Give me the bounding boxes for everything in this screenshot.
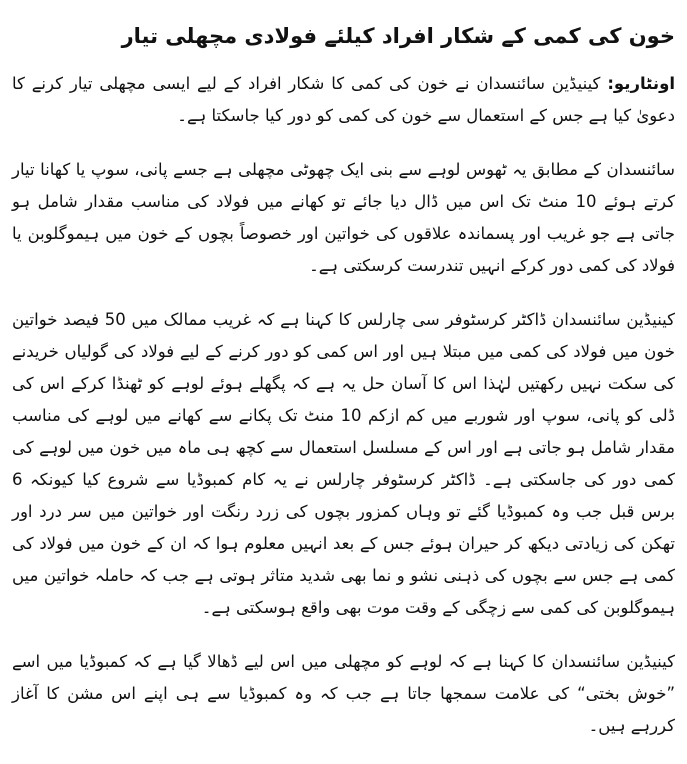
article-paragraph-text: کینیڈین سائنسدان نے خون کی کمی کا شکار افراد کے لیے ایسی مچھلی تیار کرنے کا دعویٰ کیا ہے جس کے استعمال سے خون کی کمی کو دور کیا جاسکتا ہے۔	[12, 74, 675, 125]
article-dateline: اونٹاریو:	[607, 74, 675, 93]
article-paragraph-1	[12, 68, 675, 132]
article-paragraph-3: کینیڈین سائنسدان ڈاکٹر کرسٹوفر سی چارلس کا کہنا ہے کہ غریب ممالک میں 50 فیصد خواتین خون میں فولاد کی کمی میں مبتلا ہیں اور اس کمی کو دور کرنے کے لیے فولاد کی گولیاں خریدنے کی سکت نہیں رکھتیں لہٰذا اس کا آسان حل یہ ہے کہ پگھلے ہوئے لوہے کو ٹھنڈا کرکے اس کی ڈلی کو پانی، سوپ اور شوربے میں کم ازکم 10 منٹ تک پکانے سے کھانے میں لوہے کی مناسب مقدار شامل ہو جاتی ہے اور اس کے مسلسل استعمال سے کچھ ہی ماہ میں خون میں لوہے کی کمی دور کی جاسکتی ہے۔ ڈاکٹر کرسٹوفر چارلس نے یہ کام کمبوڈیا سے شروع کیا کیونکہ 6 برس قبل جب وہ کمبوڈیا گئے تو وہاں کمزور بچوں کی زرد رنگت اور خواتین میں سر درد اور تھکن کی زیادتی دیکھ کر حیران ہوئے جس کے بعد انہیں معلوم ہوا کہ ان کے خون میں فولاد کی کمی ہے جس سے بچوں کی ذہنی نشو و نما بھی شدید متاثر ہوتی ہے جب کہ حاملہ خواتین میں ہیموگلوبن کی کمی سے زچگی کے وقت موت بھی واقع ہوسکتی ہے۔	[12, 310, 676, 617]
news-article	[12, 22, 675, 764]
article-headline: خون کی کمی کے شکار افراد کیلئے فولادی مچھلی تیار	[121, 24, 675, 48]
article-paragraph-4: کینیڈین سائنسدان کا کہنا ہے کہ لوہے کو مچھلی میں اس لیے ڈھالا گیا ہے کہ کمبوڈیا میں اسے ”خوش بختی“ کی علامت سمجھا جاتا ہے جب کہ وہ کمبوڈیا سے ہی اپنے اس مشن کا آغاز کررہے ہیں۔	[12, 652, 675, 735]
article-paragraph-2: سائنسدان کے مطابق یہ ٹھوس لوہے سے بنی ایک چھوٹی مچھلی ہے جسے پانی، سوپ یا کھانا تیار کرتے ہوئے 10 منٹ تک اس میں ڈال دیا جائے تو کھانے میں فولاد کی مناسب مقدار شامل ہو جاتی ہے جو غریب اور پسماندہ علاقوں کی خواتین اور خصوصاً بچوں کے خون میں ہیموگلوبن یا فولاد کی کمی دور کرکے انہیں تندرست کرسکتی ہے۔	[12, 160, 675, 275]
